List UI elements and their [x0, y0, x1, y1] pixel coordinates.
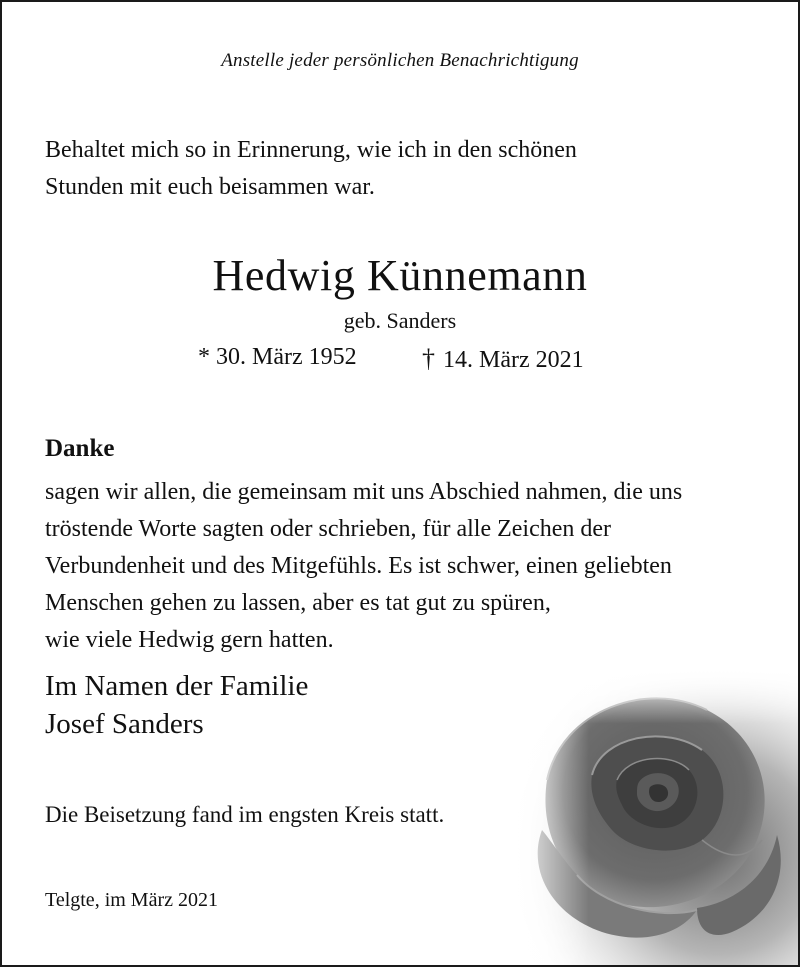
thanks-line: sagen wir allen, die gemeinsam mit uns Abschied nahmen, die uns	[45, 479, 683, 505]
quote-line: Stunden mit euch beisammen war.	[45, 174, 375, 200]
rose-image	[507, 670, 800, 967]
thanks-line: Verbundenheit und des Mitgefühls. Es ist schwer, einen geliebten	[45, 553, 672, 579]
thanks-text	[45, 474, 682, 659]
death-date-text: 14. März 2021	[443, 347, 584, 373]
birth-date-text: 30. März 1952	[216, 344, 357, 370]
thanks-line: wie viele Hedwig gern hatten.	[45, 627, 334, 653]
signature-line: Im Namen der Familie	[45, 670, 309, 702]
deceased-name: Hedwig Künnemann	[212, 251, 588, 300]
birth-star-icon: *	[198, 344, 210, 370]
notice-line: Anstelle jeder persönlichen Benachrichtigung	[221, 50, 579, 71]
quote-line: Behaltet mich so in Erinnerung, wie ich in den schönen	[45, 137, 577, 163]
maiden-name: geb. Sanders	[343, 308, 457, 333]
memorial-quote	[45, 132, 577, 206]
thanks-line: tröstende Worte sagten oder schrieben, für alle Zeichen der	[45, 516, 612, 542]
birth-date	[198, 344, 357, 371]
rose-icon	[507, 670, 800, 967]
burial-note: Die Beisetzung fand im engsten Kreis statt.	[45, 802, 445, 827]
cross-icon: †	[422, 344, 435, 373]
thanks-line: Menschen gehen zu lassen, aber es tat gut zu spüren,	[45, 590, 551, 616]
death-date	[422, 344, 584, 374]
thanks-heading: Danke	[45, 435, 115, 462]
family-signature	[45, 667, 308, 743]
signature-name: Josef Sanders	[45, 708, 204, 740]
place-date: Telgte, im März 2021	[45, 889, 218, 911]
